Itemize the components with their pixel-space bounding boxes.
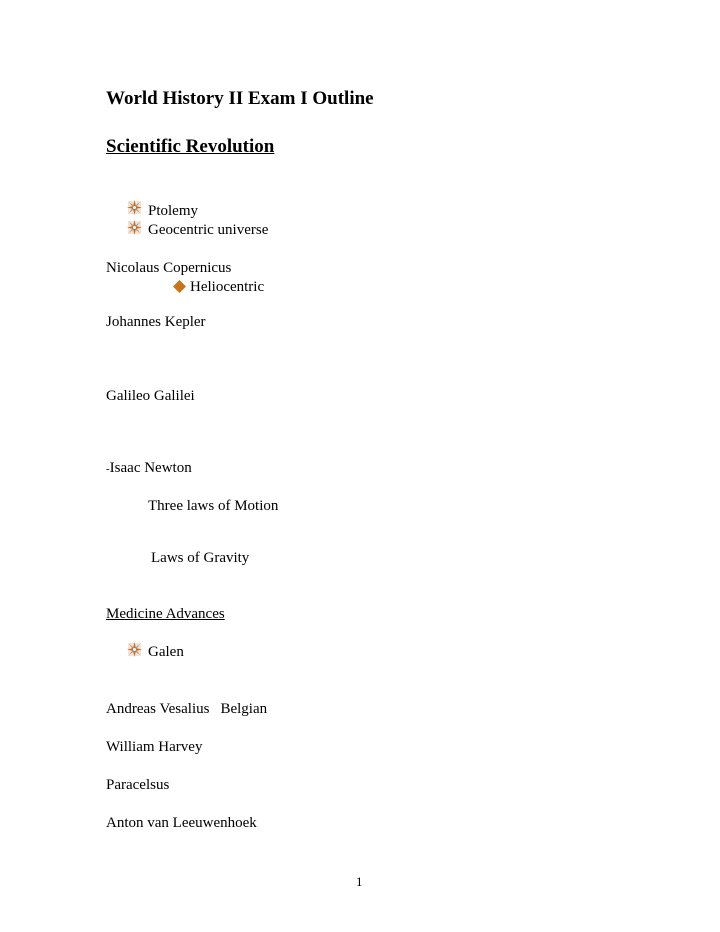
compass-star-icon	[127, 642, 142, 657]
compass-star-icon	[127, 220, 142, 235]
item-paracelsus: Paracelsus	[106, 777, 170, 793]
dash-prefix: -	[106, 463, 110, 475]
sub-item-laws-of-gravity: Laws of Gravity	[151, 550, 250, 566]
item-nicolaus-copernicus: Nicolaus Copernicus	[106, 260, 232, 276]
item-anton-van-leeuwenhoek: Anton van Leeuwenhoek	[106, 815, 257, 831]
item-johannes-kepler: Johannes Kepler	[106, 314, 206, 330]
bullet-item-ptolemy: Ptolemy	[148, 203, 199, 219]
compass-star-icon	[127, 200, 142, 215]
sub-item-three-laws-of-motion: Three laws of Motion	[148, 498, 279, 514]
page-number: 1	[356, 874, 363, 889]
vesalius-note: Belgian	[220, 701, 268, 717]
bullet-item-galen: Galen	[148, 644, 184, 660]
vesalius-label: Andreas Vesalius	[106, 701, 210, 717]
item-galileo-galilei: Galileo Galilei	[106, 388, 195, 404]
item-william-harvey: William Harvey	[106, 739, 203, 755]
item-isaac-newton	[106, 459, 192, 478]
section-heading-medicine-advances: Medicine Advances	[106, 606, 225, 622]
document-title: World History II Exam I Outline	[106, 88, 374, 109]
diamond-icon	[173, 280, 186, 293]
isaac-newton-label: Isaac Newton	[109, 460, 192, 476]
section-heading-scientific-revolution: Scientific Revolution	[106, 136, 275, 157]
bullet-item-geocentric-universe: Geocentric universe	[148, 222, 269, 238]
sub-item-heliocentric: Heliocentric	[190, 279, 265, 295]
item-andreas-vesalius	[106, 700, 267, 718]
